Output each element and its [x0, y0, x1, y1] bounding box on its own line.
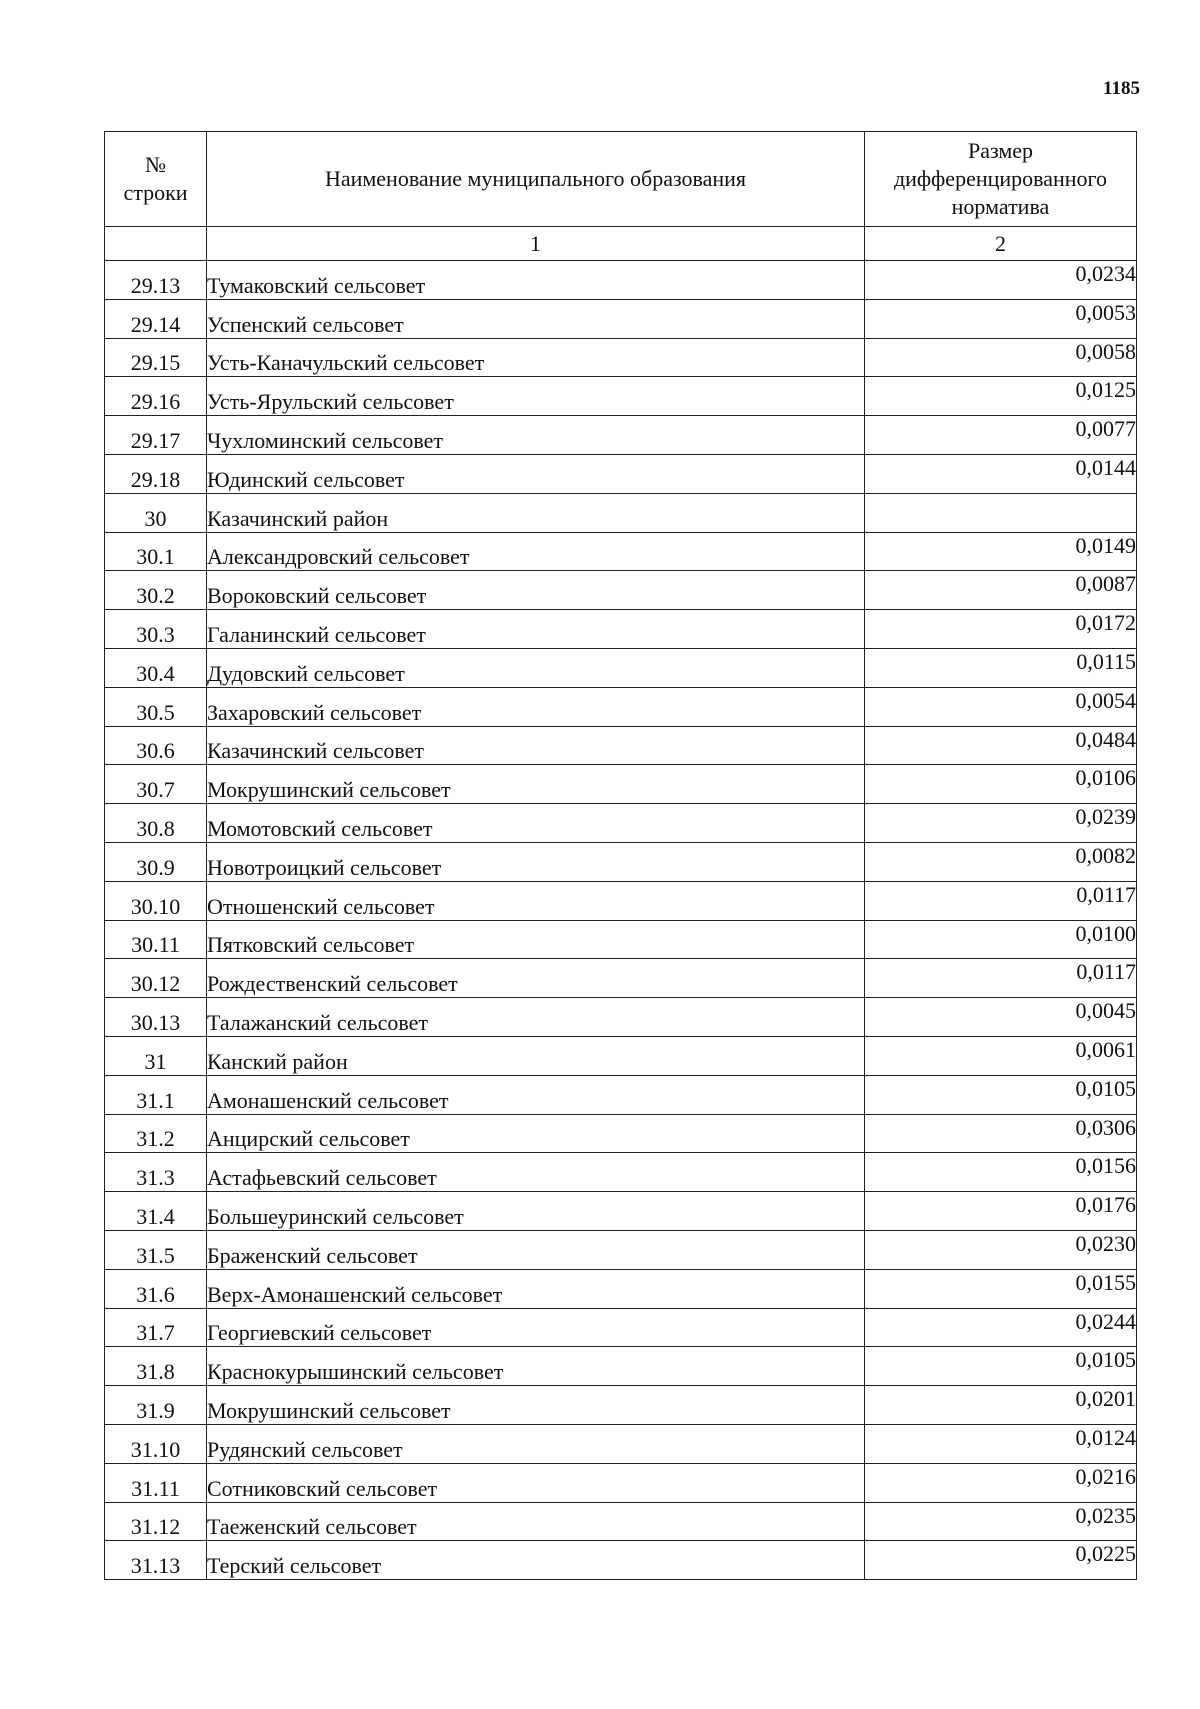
normative-value-cell: 0,0125 — [865, 377, 1137, 416]
normative-value-cell: 0,0234 — [865, 261, 1137, 300]
table-row — [105, 1230, 1137, 1269]
row-number-cell: 30.2 — [105, 571, 207, 610]
column-index-row — [105, 227, 1137, 261]
normative-value-cell: 0,0053 — [865, 299, 1137, 338]
municipality-name-cell: Таеженский сельсовет — [207, 1502, 865, 1541]
normative-value-cell: 0,0239 — [865, 804, 1137, 843]
column-index-name: 1 — [207, 227, 865, 261]
row-number-cell: 31.7 — [105, 1308, 207, 1347]
row-number-cell: 31.6 — [105, 1269, 207, 1308]
normative-value-cell: 0,0106 — [865, 765, 1137, 804]
normative-value-cell: 0,0054 — [865, 687, 1137, 726]
municipality-name-cell: Успенский сельсовет — [207, 299, 865, 338]
normative-value-cell: 0,0115 — [865, 648, 1137, 687]
row-number-cell: 29.13 — [105, 261, 207, 300]
table-body — [105, 261, 1137, 1580]
table-row — [105, 571, 1137, 610]
table-row — [105, 299, 1137, 338]
municipality-name-cell: Браженский сельсовет — [207, 1230, 865, 1269]
row-number-cell: 31 — [105, 1036, 207, 1075]
municipality-name-cell: Новотроицкий сельсовет — [207, 842, 865, 881]
normative-table — [104, 131, 1137, 1580]
municipality-name-cell: Анцирский сельсовет — [207, 1114, 865, 1153]
municipality-name-cell: Александровский сельсовет — [207, 532, 865, 571]
table-row — [105, 726, 1137, 765]
table-row — [105, 1347, 1137, 1386]
table-header — [105, 132, 1137, 261]
normative-value-cell: 0,0100 — [865, 920, 1137, 959]
normative-value-cell: 0,0484 — [865, 726, 1137, 765]
row-number-cell: 31.3 — [105, 1153, 207, 1192]
table-row — [105, 532, 1137, 571]
table-row — [105, 842, 1137, 881]
normative-value-cell: 0,0235 — [865, 1502, 1137, 1541]
normative-value-cell: 0,0105 — [865, 1075, 1137, 1114]
row-number-cell: 30.13 — [105, 998, 207, 1037]
table-row — [105, 804, 1137, 843]
normative-value-cell: 0,0172 — [865, 610, 1137, 649]
row-number-cell: 31.8 — [105, 1347, 207, 1386]
row-number-cell: 30.4 — [105, 648, 207, 687]
municipality-name-cell: Канский район — [207, 1036, 865, 1075]
table-row — [105, 377, 1137, 416]
municipality-name-cell: Усть-Ярульский сельсовет — [207, 377, 865, 416]
table-row — [105, 493, 1137, 532]
normative-value-cell: 0,0230 — [865, 1230, 1137, 1269]
table-row — [105, 920, 1137, 959]
municipality-name-cell: Чухломинский сельсовет — [207, 416, 865, 455]
row-number-cell: 31.12 — [105, 1502, 207, 1541]
table-row — [105, 1192, 1137, 1231]
normative-value-cell: 0,0149 — [865, 532, 1137, 571]
row-number-cell: 29.15 — [105, 338, 207, 377]
normative-value-cell: 0,0225 — [865, 1541, 1137, 1580]
row-number-cell: 31.10 — [105, 1424, 207, 1463]
row-number-cell: 30.1 — [105, 532, 207, 571]
normative-value-cell: 0,0117 — [865, 959, 1137, 998]
row-number-cell: 29.16 — [105, 377, 207, 416]
municipality-name-cell: Тумаковский сельсовет — [207, 261, 865, 300]
header-value-line1: Размер — [967, 138, 1034, 163]
normative-value-cell: 0,0061 — [865, 1036, 1137, 1075]
table-row — [105, 1308, 1137, 1347]
column-index-num — [105, 227, 207, 261]
table-row — [105, 416, 1137, 455]
municipality-name-cell: Краснокурышинский сельсовет — [207, 1347, 865, 1386]
row-number-cell: 30.7 — [105, 765, 207, 804]
municipality-name-cell: Сотниковский сельсовет — [207, 1463, 865, 1502]
normative-value-cell: 0,0201 — [865, 1386, 1137, 1425]
municipality-name-cell: Галанинский сельсовет — [207, 610, 865, 649]
normative-value-cell: 0,0156 — [865, 1153, 1137, 1192]
municipality-name-cell: Георгиевский сельсовет — [207, 1308, 865, 1347]
normative-value-cell — [865, 493, 1137, 532]
municipality-name-cell: Рудянский сельсовет — [207, 1424, 865, 1463]
normative-value-cell: 0,0045 — [865, 998, 1137, 1037]
table-row — [105, 1502, 1137, 1541]
row-number-cell: 29.17 — [105, 416, 207, 455]
row-number-cell: 30.10 — [105, 881, 207, 920]
municipality-name-cell: Пятковский сельсовет — [207, 920, 865, 959]
row-number-cell: 31.4 — [105, 1192, 207, 1231]
header-value-line2: дифференцированного — [893, 166, 1108, 191]
row-number-cell: 30.6 — [105, 726, 207, 765]
table-row — [105, 1269, 1137, 1308]
header-row-number — [105, 132, 207, 227]
municipality-name-cell: Момотовский сельсовет — [207, 804, 865, 843]
row-number-cell: 31.13 — [105, 1541, 207, 1580]
table-row — [105, 454, 1137, 493]
normative-value-cell: 0,0244 — [865, 1308, 1137, 1347]
normative-value-cell: 0,0216 — [865, 1463, 1137, 1502]
table-row — [105, 998, 1137, 1037]
municipality-name-cell: Захаровский сельсовет — [207, 687, 865, 726]
table-row — [105, 1036, 1137, 1075]
municipality-name-cell: Рождественский сельсовет — [207, 959, 865, 998]
normative-value-cell: 0,0077 — [865, 416, 1137, 455]
table-row — [105, 881, 1137, 920]
header-normative-size — [865, 132, 1137, 227]
normative-value-cell: 0,0058 — [865, 338, 1137, 377]
row-number-cell: 31.1 — [105, 1075, 207, 1114]
row-number-cell: 30.11 — [105, 920, 207, 959]
row-number-cell: 31.5 — [105, 1230, 207, 1269]
municipality-name-cell: Большеуринский сельсовет — [207, 1192, 865, 1231]
municipality-name-cell: Терский сельсовет — [207, 1541, 865, 1580]
municipality-name-cell: Усть-Каначульский сельсовет — [207, 338, 865, 377]
table-row — [105, 959, 1137, 998]
table-row — [105, 338, 1137, 377]
municipality-name-cell: Отношенский сельсовет — [207, 881, 865, 920]
row-number-cell: 30.8 — [105, 804, 207, 843]
table-row — [105, 261, 1137, 300]
municipality-name-cell: Вороковский сельсовет — [207, 571, 865, 610]
table-row — [105, 1153, 1137, 1192]
row-number-cell: 30.12 — [105, 959, 207, 998]
header-row — [105, 132, 1137, 227]
table-row — [105, 1463, 1137, 1502]
normative-value-cell: 0,0306 — [865, 1114, 1137, 1153]
table-row — [105, 648, 1137, 687]
normative-value-cell: 0,0155 — [865, 1269, 1137, 1308]
header-num-symbol: № — [145, 152, 166, 177]
table-row — [105, 765, 1137, 804]
header-num-label: строки — [123, 180, 188, 205]
row-number-cell: 29.14 — [105, 299, 207, 338]
table-row — [105, 1114, 1137, 1153]
municipality-name-cell: Амонашенский сельсовет — [207, 1075, 865, 1114]
normative-value-cell: 0,0105 — [865, 1347, 1137, 1386]
table-row — [105, 1541, 1137, 1580]
municipality-name-cell: Астафьевский сельсовет — [207, 1153, 865, 1192]
header-municipality-name: Наименование муниципального образования — [207, 132, 865, 227]
municipality-name-cell: Мокрушинский сельсовет — [207, 1386, 865, 1425]
row-number-cell: 31.9 — [105, 1386, 207, 1425]
row-number-cell: 30.9 — [105, 842, 207, 881]
row-number-cell: 30.3 — [105, 610, 207, 649]
municipality-name-cell: Юдинский сельсовет — [207, 454, 865, 493]
normative-value-cell: 0,0144 — [865, 454, 1137, 493]
municipality-name-cell: Талажанский сельсовет — [207, 998, 865, 1037]
table-row — [105, 687, 1137, 726]
column-index-value: 2 — [865, 227, 1137, 261]
row-number-cell: 31.2 — [105, 1114, 207, 1153]
normative-value-cell: 0,0087 — [865, 571, 1137, 610]
header-value-line3: норматива — [951, 194, 1050, 219]
municipality-name-cell: Мокрушинский сельсовет — [207, 765, 865, 804]
row-number-cell: 30.5 — [105, 687, 207, 726]
table-row — [105, 1075, 1137, 1114]
table-row — [105, 1424, 1137, 1463]
normative-value-cell: 0,0117 — [865, 881, 1137, 920]
row-number-cell: 30 — [105, 493, 207, 532]
table-row — [105, 1386, 1137, 1425]
row-number-cell: 31.11 — [105, 1463, 207, 1502]
municipality-name-cell: Казачинский сельсовет — [207, 726, 865, 765]
municipality-name-cell: Верх-Амонашенский сельсовет — [207, 1269, 865, 1308]
normative-value-cell: 0,0176 — [865, 1192, 1137, 1231]
row-number-cell: 29.18 — [105, 454, 207, 493]
municipality-name-cell: Казачинский район — [207, 493, 865, 532]
municipality-name-cell: Дудовский сельсовет — [207, 648, 865, 687]
normative-value-cell: 0,0082 — [865, 842, 1137, 881]
normative-value-cell: 0,0124 — [865, 1424, 1137, 1463]
page-number: 1185 — [1103, 78, 1140, 99]
table-row — [105, 610, 1137, 649]
